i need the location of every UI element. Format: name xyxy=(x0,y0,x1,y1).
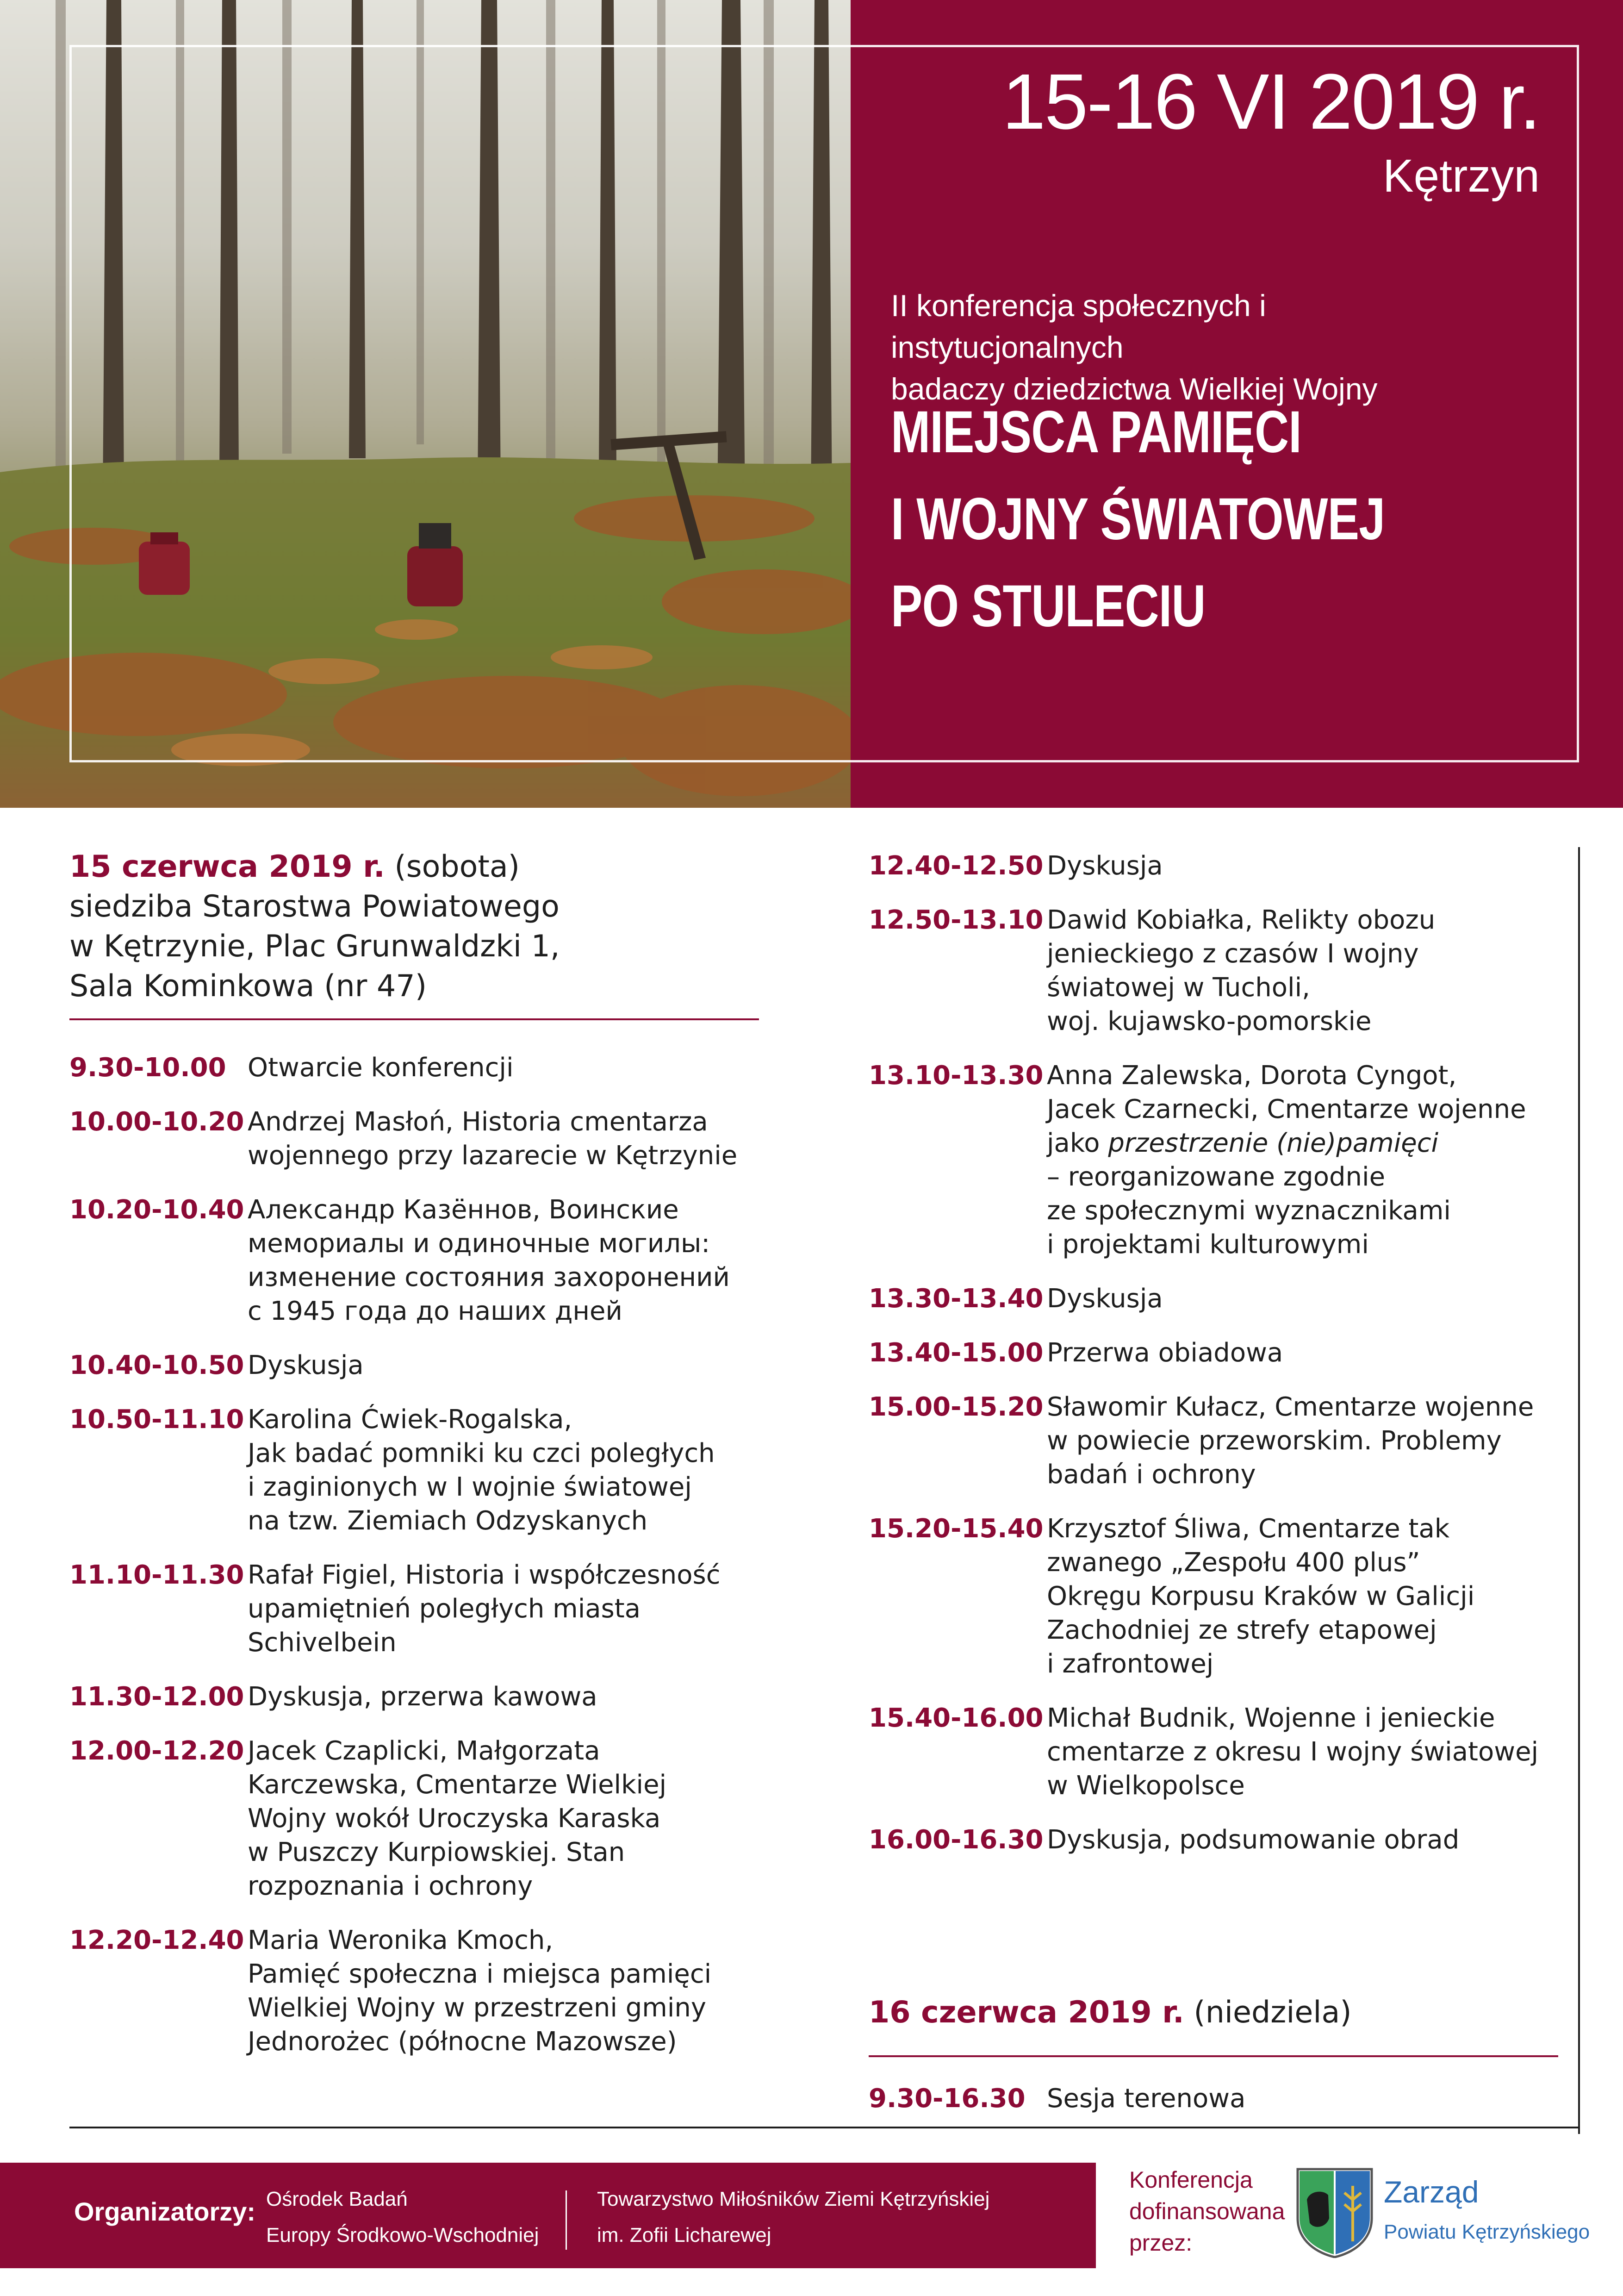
program-time: 12.00-12.20 xyxy=(69,1736,244,1766)
program-row xyxy=(69,1558,773,1660)
description-text: – reorganizowane zgodnie ze społecznymi wyznacznikami i projektami kulturowymi xyxy=(1047,1162,1451,1260)
program-row xyxy=(869,1282,1572,1316)
subtitle-line: badaczy dziedzictwa Wielkiej Wojny xyxy=(891,372,1378,406)
program-row xyxy=(869,903,1572,1038)
program-time: 15.20-15.40 xyxy=(869,1514,1044,1544)
program-time: 13.30-13.40 xyxy=(869,1284,1044,1314)
program-time: 10.20-10.40 xyxy=(69,1195,244,1225)
program-row xyxy=(69,1734,773,1903)
program-time: 12.50-13.10 xyxy=(869,905,1044,935)
program-time: 15.00-15.20 xyxy=(869,1392,1044,1422)
program-description: Dyskusja xyxy=(1047,851,1163,881)
program-description: Karolina Ćwiek-Rogalska, Jak badać pomniki ku czci poległych i zaginionych w I wojnie światowej na tzw. Ziemiach Odzyskanych xyxy=(248,1404,715,1536)
subtitle-line: II konferencja społecznych i instytucjonalnych xyxy=(891,288,1266,364)
program-time: 10.00-10.20 xyxy=(69,1107,244,1137)
day2-header xyxy=(869,1993,1563,2033)
title-line: I WOJNY ŚWIATOWEJ xyxy=(891,486,1385,552)
program-row xyxy=(869,1336,1572,1370)
day1-divider xyxy=(69,1018,759,1020)
program-description xyxy=(1047,1059,1526,1261)
program-description: Michał Budnik, Wojenne i jenieckie cmentarze z okresu I wojny światowej w Wielkopolsce xyxy=(1047,1703,1539,1801)
program-time: 16.00-16.30 xyxy=(869,1825,1044,1855)
program-description: Przerwa obiadowa xyxy=(1047,1338,1283,1368)
program-left-column xyxy=(69,1051,773,2079)
program-time: 10.50-11.10 xyxy=(69,1404,244,1435)
organizer-towarzystwo: Towarzystwo Miłośników Ziemi Kętrzyńskiej im. Zofii Licharewej xyxy=(597,2188,990,2246)
day2-divider xyxy=(869,2055,1558,2057)
organizers-label: Organizatorzy: xyxy=(74,2197,256,2226)
program-row xyxy=(69,1193,773,1328)
day2-program xyxy=(869,2082,1572,2136)
column-rule-vertical xyxy=(1578,847,1580,2134)
event-city: Kętrzyn xyxy=(1382,150,1540,202)
organizer-osrodek: Ośrodek Badań Europy Środkowo-Wschodniej xyxy=(266,2188,539,2246)
day1-header xyxy=(69,847,764,1006)
program-time: 9.30-16.30 xyxy=(869,2084,1026,2114)
program-row xyxy=(869,2082,1572,2115)
program-description: Dawid Kobiałka, Relikty obozu jenieckiego z czasów I wojny światowej w Tucholi, woj. kujawsko-pomorskie xyxy=(1047,905,1436,1036)
program-time: 13.10-13.30 xyxy=(869,1061,1044,1091)
program-right-column xyxy=(869,849,1572,1877)
day1-date-line xyxy=(69,847,764,887)
program-description: Otwarcie konferencji xyxy=(248,1053,514,1083)
program-row xyxy=(869,1701,1572,1803)
day1-venue: siedziba Starostwa Powiatowego w Kętrzynie, Plac Grunwaldzki 1, Sala Kominkowa (nr 47) xyxy=(69,889,560,1004)
program-time: 12.20-12.40 xyxy=(69,1925,244,1955)
day1-date: 15 czerwca 2019 r. xyxy=(69,849,385,884)
program-time: 11.30-12.00 xyxy=(69,1682,244,1712)
program-description: Dyskusja, przerwa kawowa xyxy=(248,1682,597,1712)
program-description: Dyskusja xyxy=(248,1350,364,1380)
day1-weekday: (sobota) xyxy=(385,849,520,884)
sponsor-name: Zarząd xyxy=(1384,2175,1479,2209)
sponsor-subtitle: Powiatu Kętrzyńskiego xyxy=(1384,2221,1590,2243)
program-row xyxy=(69,1403,773,1538)
program-description: Rafał Figiel, Historia i współczesność upamiętnień poległych miasta Schivelbein xyxy=(248,1560,721,1658)
program-time: 12.40-12.50 xyxy=(869,851,1044,881)
program-row xyxy=(869,1823,1572,1857)
bear-coat-of-arms-icon xyxy=(1296,2167,1374,2258)
program-row xyxy=(869,1390,1572,1491)
program-description: Andrzej Masłoń, Historia cmentarza wojennego przy lazarecie w Kętrzynie xyxy=(248,1107,738,1171)
program-description: Dyskusja, podsumowanie obrad xyxy=(1047,1825,1460,1855)
organizer-separator xyxy=(566,2190,567,2250)
program-row xyxy=(69,1923,773,2059)
program-description: Sławomir Kułacz, Cmentarze wojenne w powiecie przeworskim. Problemy badań i ochrony xyxy=(1047,1392,1534,1490)
hero-banner xyxy=(0,0,1623,808)
program-description: Sesja terenowa xyxy=(1047,2084,1246,2114)
day2-weekday: (niedziela) xyxy=(1184,1995,1352,2030)
title-line: MIEJSCA PAMIĘCI xyxy=(891,399,1301,465)
conference-title xyxy=(891,389,1508,650)
description-text: Anna Zalewska, Dorota Cyngot, Jacek Czarnecki, Cmentarze wojenne jako xyxy=(1047,1061,1526,1158)
program-row xyxy=(69,1051,773,1085)
description-emphasis: przestrzenie (nie)pamięci xyxy=(1108,1128,1439,1158)
event-date: 15-16 VI 2019 r. xyxy=(1002,58,1540,146)
program-description: Maria Weronika Kmoch, Pamięć społeczna i miejsca pamięci Wielkiej Wojny w przestrzeni gminy Jednorożec (północne Mazowsze) xyxy=(248,1925,712,2057)
funding-note: Konferencja dofinansowana przez: xyxy=(1129,2167,1285,2256)
program-time: 15.40-16.00 xyxy=(869,1703,1044,1733)
program-row xyxy=(869,1059,1572,1261)
day2-date: 16 czerwca 2019 r. xyxy=(869,1995,1184,2030)
program-time: 13.40-15.00 xyxy=(869,1338,1044,1368)
program-row xyxy=(869,1512,1572,1681)
program-row xyxy=(869,849,1572,883)
program-description: Александр Казённов, Воинские мемориалы и одиночные могилы: изменение состояния захоронений с 1945 года до наших дней xyxy=(248,1195,730,1326)
program-row xyxy=(69,1680,773,1714)
program-description: Krzysztof Śliwa, Cmentarze tak zwanego „Zespołu 400 plus” Okręgu Korpusu Kraków w Galicji Zachodniej ze strefy etapowej i zafrontowej xyxy=(1047,1514,1475,1679)
program-time: 10.40-10.50 xyxy=(69,1350,244,1380)
program-row xyxy=(69,1105,773,1173)
title-line: PO STULECIU xyxy=(891,573,1206,639)
program-time: 9.30-10.00 xyxy=(69,1053,226,1083)
program-description: Dyskusja xyxy=(1047,1284,1163,1314)
program-description: Jacek Czaplicki, Małgorzata Karczewska, Cmentarze Wielkiej Wojny wokół Uroczyska Karaska w Puszczy Kurpiowskiej. Stan rozpoznania i ochrony xyxy=(248,1736,667,1901)
program-time: 11.10-11.30 xyxy=(69,1560,244,1590)
program-row xyxy=(69,1348,773,1382)
